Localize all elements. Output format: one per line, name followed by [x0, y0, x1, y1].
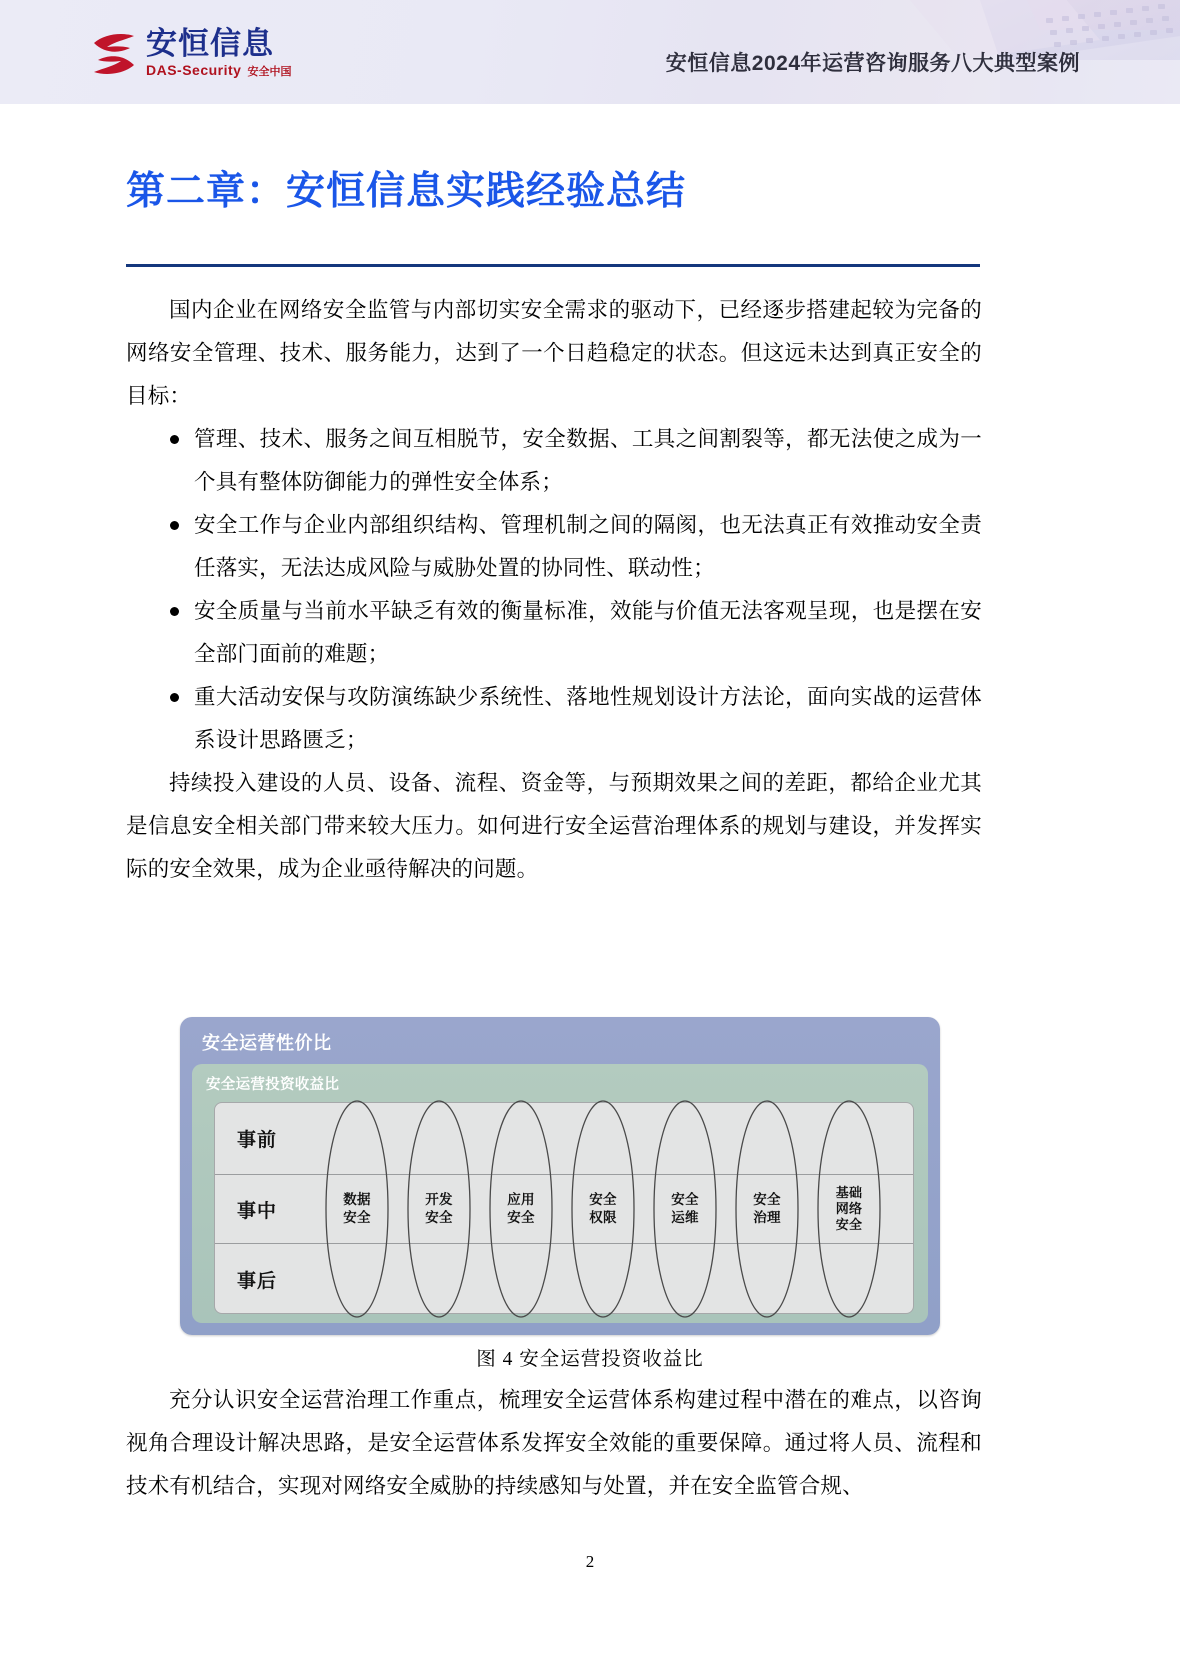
pillar-line: 安全: [589, 1192, 617, 1207]
intro-paragraph: 国内企业在网络安全监管与内部切实安全需求的驱动下，已经逐步搭建起较为完备的网络安全管理、技术、服务能力，达到了一个日趋稳定的状态。但这远未达到真正安全的目标：: [126, 298, 982, 408]
phase-label-after: 事后: [237, 1270, 278, 1292]
logo-english-name: DAS-Security: [146, 62, 242, 78]
closing-content: [126, 1379, 982, 1508]
page-body: [0, 104, 1180, 1674]
list-item: [126, 590, 982, 676]
bullet-dot-icon: [170, 693, 179, 702]
closing-paragraph: 充分认识安全运营治理工作重点，梳理安全运营体系构建过程中潜在的难点，以咨询视角合理设计解决思路，是安全运营体系发挥安全效能的重要保障。通过将人员、流程和技术有机结合，实现对网络安全威胁的持续感知与处置，并在安全监管合规、: [126, 1388, 982, 1498]
figure-outer-label: 安全运营性价比: [202, 1033, 332, 1053]
pillar-line: 基础: [835, 1185, 863, 1200]
chapter-title: 第二章：安恒信息实践经验总结: [126, 170, 687, 213]
list-item-text: 安全质量与当前水平缺乏有效的衡量标准，效能与价值无法客观呈现，也是摆在安全部门面前的难题；: [194, 599, 982, 666]
pillar-line: 网络: [835, 1201, 863, 1216]
pillar-line: 安全: [425, 1210, 453, 1225]
figure-inner-label: 安全运营投资收益比: [206, 1077, 340, 1093]
logo-company-name: 安恒信息: [146, 26, 274, 61]
pillar-line: 权限: [589, 1210, 617, 1225]
phase-label-during: 事中: [237, 1200, 278, 1222]
bullet-dot-icon: [170, 435, 179, 444]
pillar-line: 数据: [343, 1192, 371, 1207]
main-content: [126, 289, 982, 891]
figure-security-operations-roi: [180, 1017, 940, 1335]
list-item: [126, 676, 982, 762]
pillar-line: 安全: [507, 1210, 535, 1225]
pillar-line: 安全: [835, 1217, 863, 1232]
title-divider: [126, 264, 980, 267]
figure-phase-grid: [214, 1102, 914, 1314]
phase-row-during: [215, 1174, 913, 1244]
list-item-text: 管理、技术、服务之间互相脱节，安全数据、工具之间割裂等，都无法使之成为一个具有整体防御能力的弹性安全体系；: [194, 427, 982, 494]
pillar-line: 安全: [671, 1192, 699, 1207]
pillar-line: 治理: [753, 1210, 781, 1225]
figure-inner-panel: [192, 1064, 928, 1323]
pillar-line: 安全: [753, 1192, 781, 1207]
list-item-text: 安全工作与企业内部组织结构、管理机制之间的隔阂，也无法真正有效推动安全责任落实，无法达成风险与威胁处置的协同性、联动性；: [194, 513, 982, 580]
page-header: [0, 0, 1180, 104]
bullet-dot-icon: [170, 521, 179, 530]
company-logo: [88, 27, 291, 79]
das-security-logo-icon: [88, 27, 140, 79]
phase-row-after: [215, 1244, 913, 1314]
issues-bullet-list: [126, 418, 982, 762]
mid-paragraph: 持续投入建设的人员、设备、流程、资金等，与预期效果之间的差距，都给企业尤其是信息安全相关部门带来较大压力。如何进行安全运营治理体系的规划与建设，并发挥实际的安全效果，成为企业亟待解决的问题。: [126, 771, 982, 881]
bullet-dot-icon: [170, 607, 179, 616]
list-item: [126, 504, 982, 590]
phase-label-before: 事前: [237, 1130, 278, 1151]
list-item: [126, 418, 982, 504]
document-header-title: 安恒信息2024年运营咨询服务八大典型案例: [665, 52, 1080, 75]
pillar-line: 应用: [507, 1192, 535, 1207]
pillar-line: 运维: [671, 1210, 699, 1225]
page-number: 2: [585, 1552, 595, 1571]
pillar-line: 开发: [425, 1192, 453, 1207]
logo-tagline: 安全中国: [247, 66, 292, 78]
figure-caption: 图 4 安全运营投资收益比: [476, 1349, 704, 1370]
pillar-line: 安全: [343, 1210, 371, 1225]
phase-row-before: [215, 1103, 913, 1174]
list-item-text: 重大活动安保与攻防演练缺少系统性、落地性规划设计方法论，面向实战的运营体系设计思路匮乏；: [194, 685, 982, 752]
